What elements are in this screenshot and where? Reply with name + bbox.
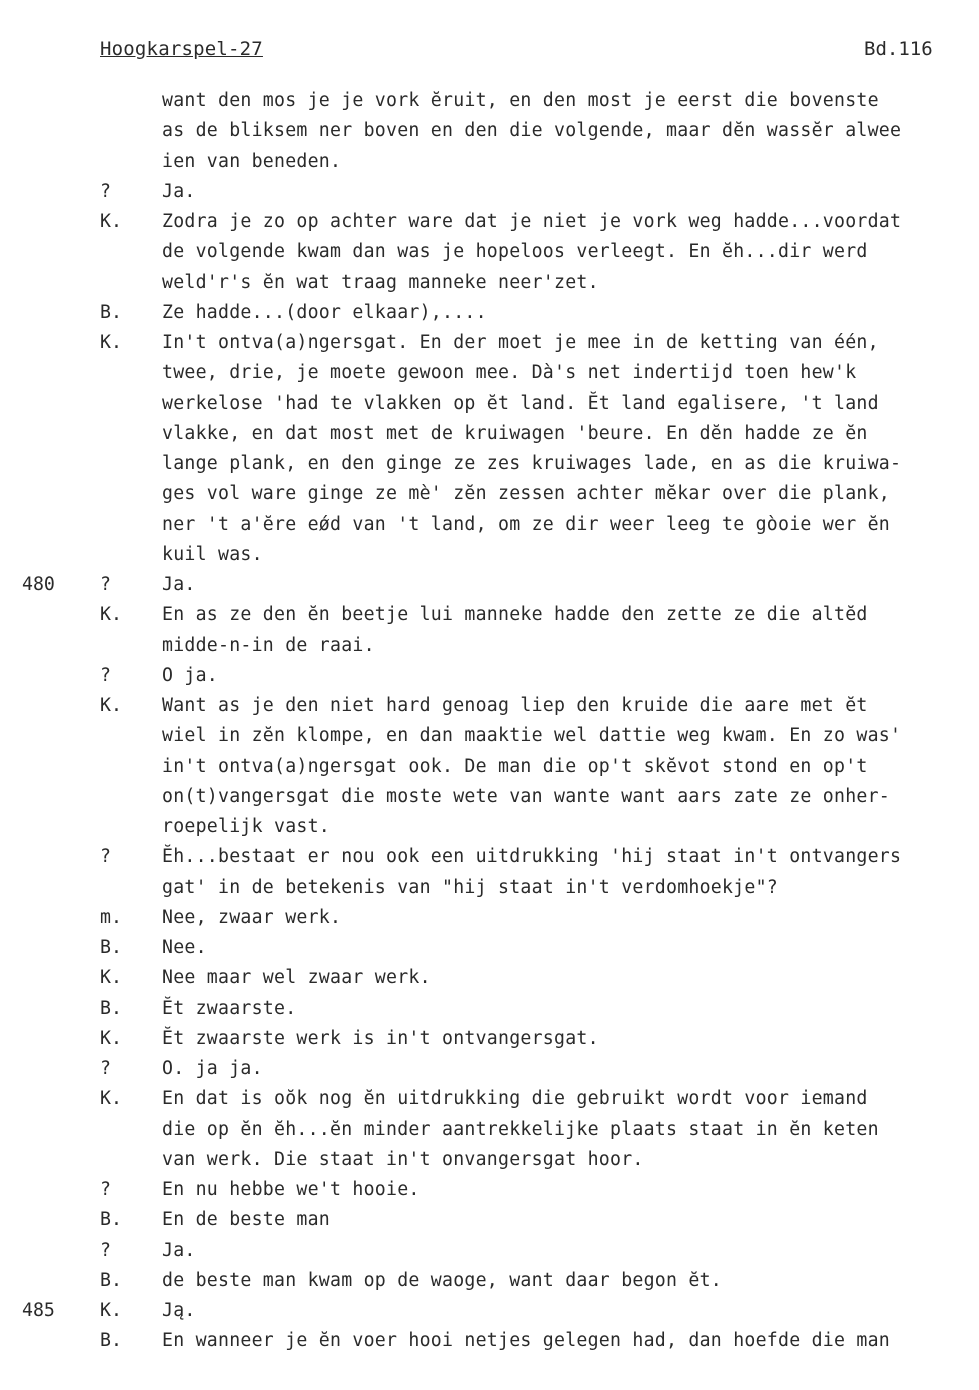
page-header-number: Bd.116	[864, 38, 933, 60]
transcript-line	[0, 419, 979, 449]
line-text: Ĕh...bestaat er nou ook een uitdrukking 'hij staat in't ontvangers	[162, 846, 902, 868]
speaker-label: B.	[100, 997, 122, 1019]
line-text: weld'r's ĕn wat traag manneke neer'zet.	[162, 271, 599, 293]
speaker-label: m.	[100, 906, 122, 928]
transcript-line	[0, 298, 979, 328]
transcript-line	[0, 1054, 979, 1084]
transcript-line	[0, 691, 979, 721]
transcript-line	[0, 570, 979, 600]
line-text: Ĕt zwaarste.	[162, 997, 297, 1019]
line-text: kuil was.	[162, 543, 263, 565]
transcript-line	[0, 752, 979, 782]
transcript-line	[0, 1266, 979, 1296]
transcript-line	[0, 116, 979, 146]
line-text: Ĕt zwaarste werk is in't ontvangersgat.	[162, 1027, 599, 1049]
transcript-line	[0, 207, 979, 237]
transcript-line	[0, 540, 979, 570]
transcript-line	[0, 268, 979, 298]
transcript-line	[0, 842, 979, 872]
transcript-line	[0, 1326, 979, 1356]
speaker-label: K.	[100, 1088, 122, 1110]
line-text: En dat is oŏk nog ĕn uitdrukking die gebruikt wordt voor iemand	[162, 1088, 868, 1110]
transcript-line	[0, 1084, 979, 1114]
transcript-line	[0, 1024, 979, 1054]
transcript-line	[0, 177, 979, 207]
line-text: werkelose 'had te vlakken op ĕt land. Ĕt land egalisere, 't land	[162, 392, 879, 414]
page-header-title: Hoogkarspel-27	[100, 38, 263, 60]
line-text: want den mos je je vork ĕruit, en den most je eerst die bovenste	[162, 90, 879, 111]
line-text: In't ontva(a)ngersgat. En der moet je mee in de ketting van één,	[162, 332, 879, 353]
transcript-line	[0, 86, 979, 116]
transcript-line	[0, 782, 979, 812]
line-text: Nee maar wel zwaar werk.	[162, 967, 431, 989]
line-text: Zodra je zo op achter ware dat je niet je vork weg hadde...voordat	[162, 211, 902, 232]
speaker-label: B.	[100, 301, 122, 323]
line-text: vlakke, en dat most met de kruiwagen 'beure. En dĕn hadde ze ĕn	[162, 422, 868, 444]
transcript-line	[0, 358, 979, 388]
line-text: de beste man kwam op de waoge, want daar begon ĕt.	[162, 1269, 722, 1291]
speaker-label: ?	[100, 664, 111, 686]
transcript-line	[0, 1236, 979, 1266]
transcript-line	[0, 449, 979, 479]
speaker-label: ?	[100, 1179, 111, 1200]
line-text: Ja.	[162, 574, 196, 595]
speaker-label: ?	[100, 574, 111, 595]
line-text: En de beste man	[162, 1209, 330, 1231]
transcript-line	[0, 1205, 979, 1235]
transcript-line	[0, 1115, 979, 1145]
line-text: Nee.	[162, 937, 207, 958]
line-text: on(t)vangersgat die moste wete van wante want aars zate ze onher-	[162, 785, 890, 807]
line-text: lange plank, en den ginge ze zes kruiwages lade, en as die kruiwa-	[162, 453, 902, 474]
transcript-line	[0, 1175, 979, 1205]
line-text: En as ze den ĕn beetje lui manneke hadde den zette ze die altĕd	[162, 604, 868, 626]
speaker-label: B.	[100, 1269, 122, 1291]
transcript-line	[0, 1145, 979, 1175]
speaker-label: K.	[100, 695, 122, 716]
line-text: Ze hadde...(door elkaar),....	[162, 301, 487, 323]
line-text: midde-n-in de raai.	[162, 634, 375, 656]
speaker-label: ?	[100, 846, 111, 868]
line-text: gat' in de betekenis van "hij staat in't verdomhoekje"?	[162, 876, 778, 898]
transcript-line	[0, 510, 979, 540]
line-text: van werk. Die staat in't onvangersgat hoor.	[162, 1148, 644, 1170]
line-text: twee, drie, je moete gewoon mee. Dà's net indertijd toen hew'k	[162, 362, 857, 384]
line-text: Want as je den niet hard genoag liep den kruide die aare met ĕt	[162, 695, 868, 716]
transcript-line	[0, 873, 979, 903]
transcript-line	[0, 812, 979, 842]
speaker-label: K.	[100, 967, 122, 989]
line-text: die op ĕn ĕh...ĕn minder aantrekkelijke plaats staat in ĕn keten	[162, 1118, 879, 1140]
speaker-label: K.	[100, 332, 122, 353]
line-number: 480	[22, 574, 55, 595]
transcript-line	[0, 661, 979, 691]
transcript-line	[0, 933, 979, 963]
line-text: En wanneer je ĕn voer hooi netjes gelegen had, dan hoefde die man	[162, 1330, 890, 1352]
speaker-label: K.	[100, 604, 122, 626]
line-text: Ja.	[162, 1239, 196, 1261]
line-text: roepelijk vast.	[162, 816, 330, 837]
transcript-line	[0, 147, 979, 177]
line-text: En nu hebbe we't hooie.	[162, 1179, 420, 1200]
transcript-line	[0, 903, 979, 933]
transcript-line	[0, 631, 979, 661]
transcript-line	[0, 600, 979, 630]
line-text: Ją.	[162, 1300, 196, 1321]
speaker-label: K.	[100, 1300, 122, 1321]
line-text: de volgende kwam dan was je hopeloos verleegt. En ĕh...dir werd	[162, 241, 868, 263]
line-text: O ja.	[162, 664, 218, 686]
line-number: 485	[22, 1300, 55, 1321]
speaker-label: ?	[100, 180, 111, 202]
transcript-line	[0, 389, 979, 419]
speaker-label: B.	[100, 937, 122, 958]
transcript-line	[0, 1296, 979, 1326]
line-text: Nee, zwaar werk.	[162, 906, 342, 928]
transcript-line	[0, 479, 979, 509]
speaker-label: K.	[100, 1027, 122, 1049]
line-text: ien van beneden.	[162, 150, 342, 172]
speaker-label: ?	[100, 1058, 111, 1079]
line-text: Ja.	[162, 180, 196, 202]
line-text: in't ontva(a)ngersgat ook. De man die op't skĕvot stond en op't	[162, 755, 868, 777]
transcript-line	[0, 328, 979, 358]
transcript-line	[0, 721, 979, 751]
transcript-line	[0, 237, 979, 267]
speaker-label: K.	[100, 211, 122, 232]
line-text: as de bliksem ner boven en den die volgende, maar dĕn wassĕr alwee	[162, 120, 902, 142]
line-text: wiel in zĕn klompe, en dan maaktie wel dattie weg kwam. En zo was'	[162, 725, 902, 747]
transcript-line	[0, 994, 979, 1024]
speaker-label: B.	[100, 1209, 122, 1231]
line-text: ges vol ware ginge ze mè' zĕn zessen achter mĕkar over die plank,	[162, 483, 890, 505]
transcript-line	[0, 963, 979, 993]
line-text: O. ja ja.	[162, 1058, 263, 1079]
line-text: ner 't a'ĕre eǿd van 't land, om ze dir weer leeg te gòoie wer ĕn	[162, 513, 890, 535]
speaker-label: B.	[100, 1330, 122, 1352]
speaker-label: ?	[100, 1239, 111, 1261]
